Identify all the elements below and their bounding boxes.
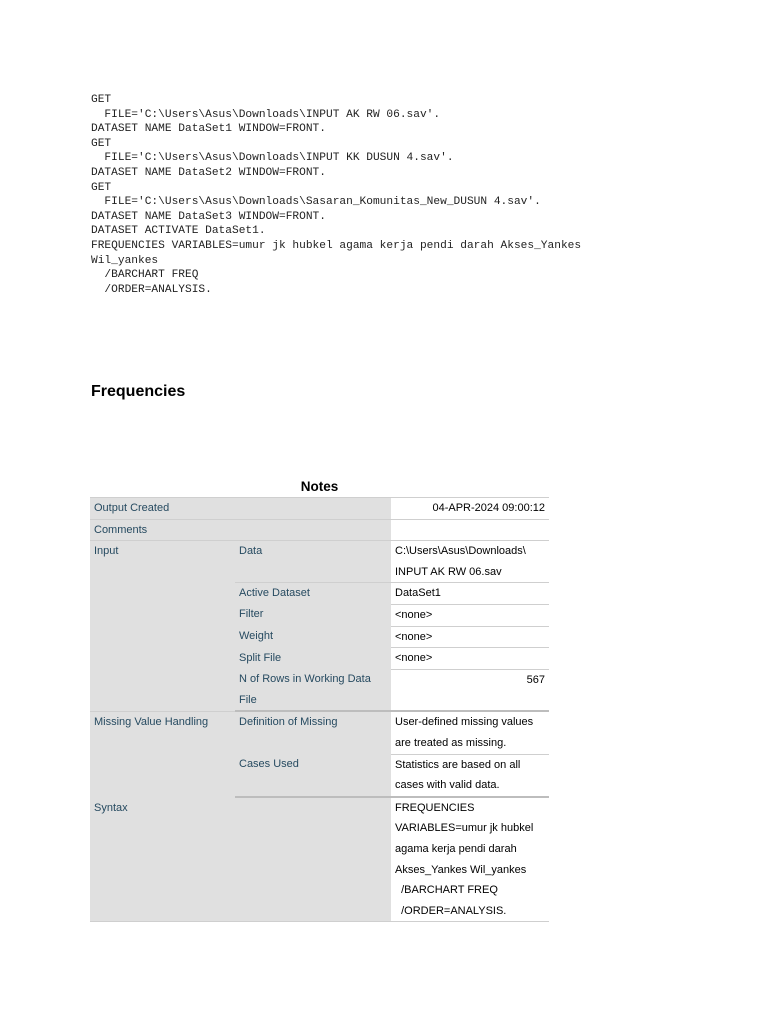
cell-line: User-defined missing values bbox=[395, 716, 534, 729]
cell-line: Akses_Yankes Wil_yankes bbox=[395, 863, 527, 876]
cell-line: INPUT AK RW 06.sav bbox=[395, 565, 502, 578]
syntax-line: GET bbox=[91, 181, 112, 194]
syntax-line: FREQUENCIES VARIABLES=umur jk hubkel agama kerja pendi darah Akses_Yankes bbox=[91, 239, 582, 252]
cell-line: /BARCHART FREQ bbox=[395, 884, 498, 897]
syntax-line: DATASET ACTIVATE DataSet1. bbox=[91, 225, 266, 238]
cell-line: cases with valid data. bbox=[395, 779, 500, 792]
cell-value: 04-APR-2024 09:00:12 bbox=[391, 498, 549, 520]
cell-value: <none> bbox=[391, 648, 549, 670]
syntax-line: DATASET NAME DataSet1 WINDOW=FRONT. bbox=[91, 123, 326, 136]
syntax-line: DATASET NAME DataSet3 WINDOW=FRONT. bbox=[91, 210, 326, 223]
row-label: Filter bbox=[235, 604, 391, 626]
row-label: Active Dataset bbox=[235, 583, 391, 605]
row-label: Weight bbox=[235, 626, 391, 648]
cell-line: are treated as missing. bbox=[395, 737, 507, 750]
row-label bbox=[235, 669, 391, 711]
cell-line: C:\Users\Asus\Downloads\ bbox=[395, 545, 526, 558]
cell-line: File bbox=[239, 693, 257, 706]
cell-value: <none> bbox=[391, 626, 549, 648]
notes-table bbox=[90, 497, 549, 922]
syntax-line: /ORDER=ANALYSIS. bbox=[91, 283, 212, 296]
cell-line: FREQUENCIES bbox=[395, 801, 475, 814]
table-row bbox=[90, 711, 549, 754]
cell-value: <none> bbox=[391, 604, 549, 626]
row-label: Definition of Missing bbox=[235, 711, 391, 754]
syntax-line: /BARCHART FREQ bbox=[91, 269, 199, 282]
cell-value bbox=[391, 711, 549, 754]
cell-line: N of Rows in Working Data bbox=[239, 673, 371, 686]
syntax-line: GET bbox=[91, 137, 112, 150]
row-label: Comments bbox=[90, 519, 391, 541]
cell-value bbox=[391, 754, 549, 797]
section-title: Frequencies bbox=[91, 383, 186, 400]
row-group-label: Input bbox=[90, 541, 235, 712]
table-row bbox=[90, 498, 549, 520]
syntax-line: FILE='C:\Users\Asus\Downloads\INPUT KK DUSUN 4.sav'. bbox=[91, 152, 454, 165]
cell-value: 567 bbox=[391, 669, 549, 711]
notes-table-title: Notes bbox=[300, 479, 339, 494]
cell-line: Statistics are based on all bbox=[395, 758, 521, 771]
cell-line: agama kerja pendi darah bbox=[395, 843, 517, 855]
cell-value bbox=[391, 797, 549, 922]
table-row bbox=[90, 541, 549, 583]
syntax-line: GET bbox=[91, 94, 112, 106]
row-label: Cases Used bbox=[235, 754, 391, 797]
cell-line: /ORDER=ANALYSIS. bbox=[395, 904, 507, 917]
row-label: Syntax bbox=[90, 797, 391, 922]
row-label: Output Created bbox=[90, 498, 391, 520]
row-label: Data bbox=[235, 541, 391, 583]
syntax-line: Wil_yankes bbox=[91, 254, 159, 267]
syntax-log bbox=[91, 93, 581, 297]
syntax-line: FILE='C:\Users\Asus\Downloads\Sasaran_Komunitas_New_DUSUN 4.sav'. bbox=[91, 196, 541, 209]
table-row bbox=[90, 797, 549, 922]
cell-value bbox=[391, 519, 549, 541]
cell-value: DataSet1 bbox=[391, 583, 549, 605]
row-group-label: Missing Value Handling bbox=[90, 711, 235, 796]
cell-value bbox=[391, 541, 549, 583]
row-label: Split File bbox=[235, 648, 391, 670]
syntax-line: DATASET NAME DataSet2 WINDOW=FRONT. bbox=[91, 166, 326, 179]
syntax-line: FILE='C:\Users\Asus\Downloads\INPUT AK RW 06.sav'. bbox=[91, 108, 441, 121]
cell-line: VARIABLES=umur jk hubkel bbox=[395, 822, 534, 835]
table-row bbox=[90, 519, 549, 541]
